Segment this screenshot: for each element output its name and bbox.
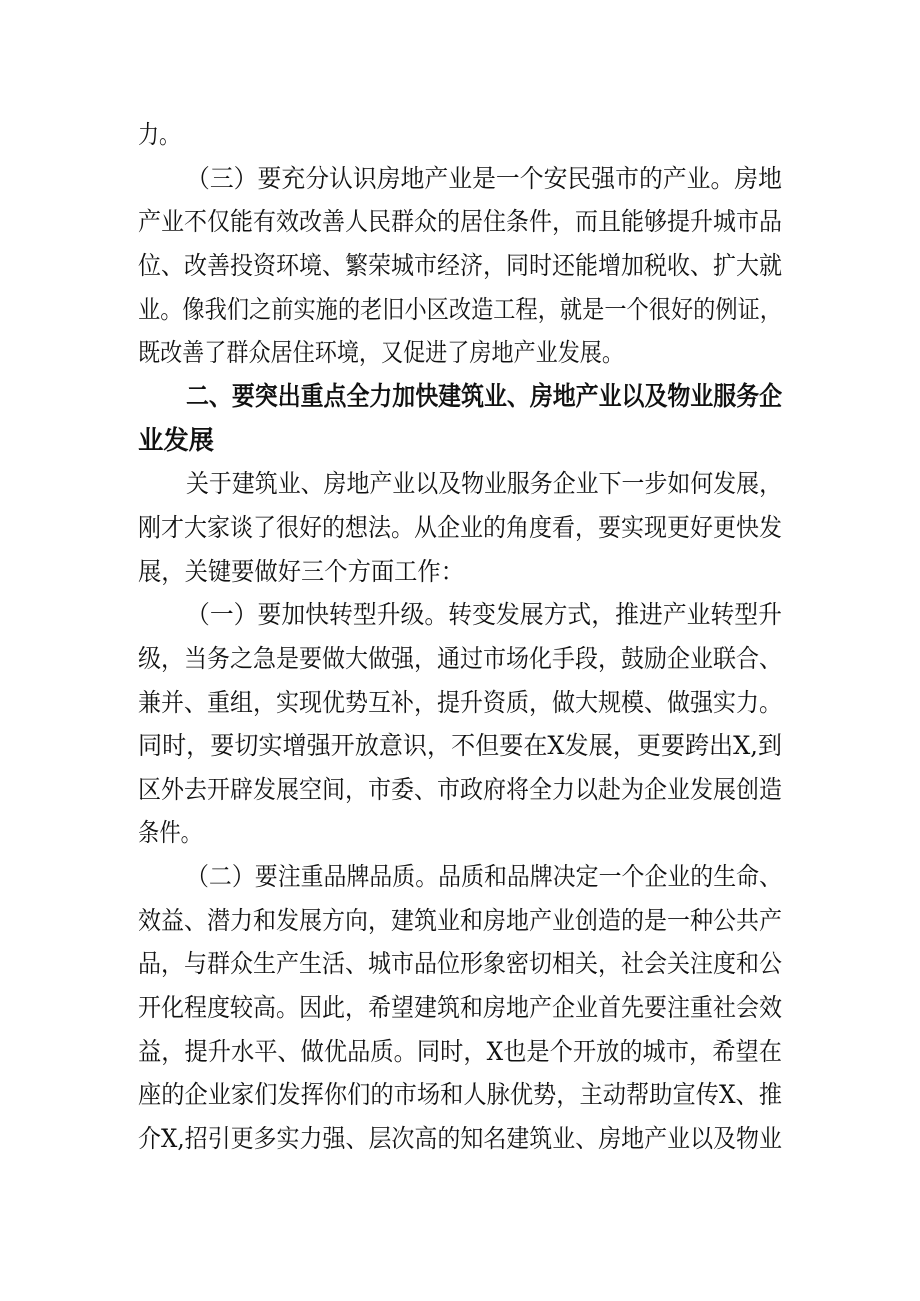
text-line bbox=[0, 1032, 920, 1072]
text-line bbox=[0, 552, 920, 592]
section-heading: 二、要突出重点全力加快建筑业、房地产业以及物业服务企 bbox=[186, 382, 782, 412]
text-line bbox=[0, 464, 920, 504]
line-text: （一）要加快转型升级。转变发展方式，推进产业转型升 bbox=[186, 600, 782, 629]
line-text: 业。像我们之前实施的老旧小区改造工程，就是一个很好的例证， bbox=[138, 295, 782, 324]
text-line bbox=[0, 1119, 920, 1159]
line-text: 产业不仅能有效改善人民群众的居住条件，而且能够提升城市品 bbox=[138, 207, 782, 236]
text-line bbox=[0, 683, 920, 723]
line-text: 展，关键要做好三个方面工作： bbox=[138, 557, 464, 586]
line-text: 条件。 bbox=[138, 818, 202, 847]
text-line bbox=[0, 246, 920, 286]
section-heading-line bbox=[0, 377, 920, 417]
section-heading-line bbox=[0, 421, 920, 461]
text-line bbox=[0, 944, 920, 984]
text-line bbox=[0, 595, 920, 635]
line-text: 关于建筑业、房地产业以及物业服务企业下一步如何发展， bbox=[186, 469, 782, 498]
text-line bbox=[0, 726, 920, 766]
text-line bbox=[0, 857, 920, 897]
line-text: 品，与群众生产生活、城市品位形象密切相关，社会关注度和公 bbox=[138, 949, 782, 978]
line-text: 力。 bbox=[138, 120, 180, 149]
text-line bbox=[0, 333, 920, 373]
text-line bbox=[0, 290, 920, 330]
text-line bbox=[0, 770, 920, 810]
text-line bbox=[0, 115, 920, 155]
line-text: 益，提升水平、做优品质。同时，X也是个开放的城市，希望在 bbox=[138, 1037, 782, 1066]
section-heading: 业发展 bbox=[138, 426, 214, 456]
text-line bbox=[0, 813, 920, 853]
line-text: 刚才大家谈了很好的想法。从企业的角度看，要实现更好更快发 bbox=[138, 513, 782, 542]
line-text: 座的企业家们发挥你们的市场和人脉优势，主动帮助宣传X、推 bbox=[138, 1080, 782, 1109]
line-text: 既改善了群众居住环境，又促进了房地产业发展。 bbox=[138, 338, 624, 367]
text-line bbox=[0, 639, 920, 679]
line-text: 同时，要切实增强开放意识，不但要在X发展，更要跨出X,到 bbox=[138, 731, 782, 760]
text-line bbox=[0, 159, 920, 199]
text-line bbox=[0, 202, 920, 242]
line-text: 开化程度较高。因此，希望建筑和房地产企业首先要注重社会效 bbox=[138, 993, 782, 1022]
line-text: 位、改善投资环境、繁荣城市经济，同时还能增加税收、扩大就 bbox=[138, 251, 782, 280]
text-line bbox=[0, 508, 920, 548]
text-line bbox=[0, 901, 920, 941]
line-text: 兼并、重组，实现优势互补，提升资质，做大规模、做强实力。 bbox=[138, 688, 782, 717]
line-text: （三）要充分认识房地产业是一个安民强市的产业。房地 bbox=[186, 164, 782, 193]
line-text: 介X,招引更多实力强、层次高的知名建筑业、房地产业以及物业 bbox=[138, 1124, 782, 1153]
text-line bbox=[0, 988, 920, 1028]
text-line bbox=[0, 1075, 920, 1115]
line-text: 区外去开辟发展空间，市委、市政府将全力以赴为企业发展创造 bbox=[138, 775, 782, 804]
line-text: 级，当务之急是要做大做强，通过市场化手段，鼓励企业联合、 bbox=[138, 644, 782, 673]
line-text: 效益、潜力和发展方向，建筑业和房地产业创造的是一种公共产 bbox=[138, 906, 782, 935]
line-text: （二）要注重品牌品质。品质和品牌决定一个企业的生命、 bbox=[186, 862, 782, 891]
